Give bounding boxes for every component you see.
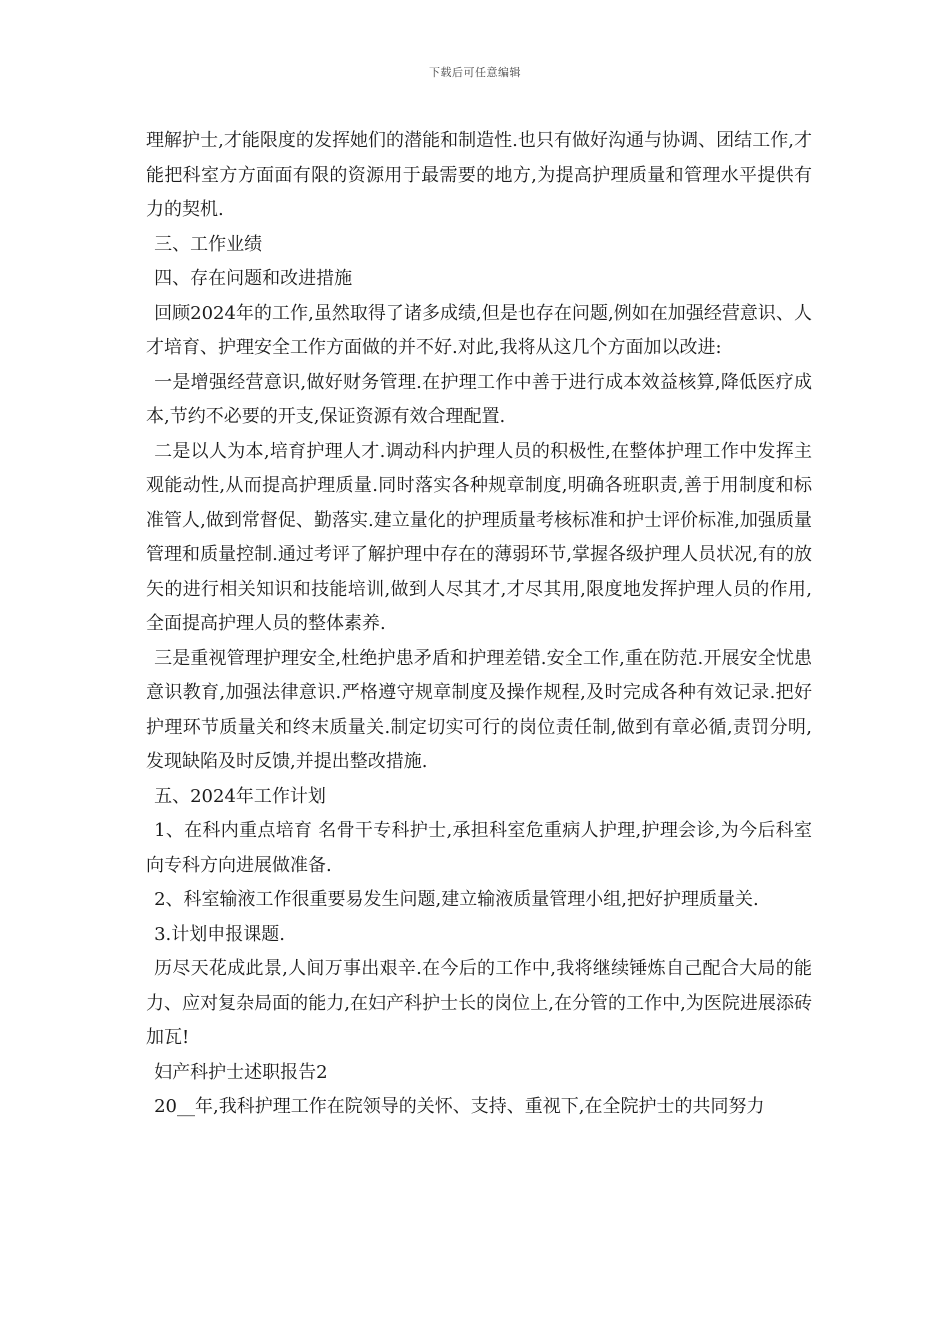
list-item: 2、科室输液工作很重要易发生问题,建立输液质量管理小组,把好护理质量关.	[154, 889, 759, 910]
paragraph: 二是以人为本,培育护理人才.调动科内护理人员的积极性,在整体护理工作中发挥主观能动性,从而提高护理质量.同时落实各种规章制度,明确各班职责,善于用制度和标准管人,做到常督促、勤落实.建立量化的护理质量考核标准和护士评价标准,加强质量管理和质量控制.通过考评了解护理中存在的薄弱环节,掌握各级护理人员状况,有的放矢的进行相关知识和技能培训,做到人尽其才,才尽其用,限度地发挥护理人员的作用,全面提高护理人员的整体素养.	[146, 440, 812, 634]
section-heading: 五、2024年工作计划	[154, 785, 326, 807]
list-item: 1、在科内重点培育 名骨干专科护士,承担科室危重病人护理,护理会诊,为今后科室向专科方向进展做准备.	[146, 820, 812, 876]
paragraph: 20__年,我科护理工作在院领导的关怀、支持、重视下,在全院护士的共同努力	[154, 1096, 765, 1117]
section-heading: 三、工作业绩	[154, 233, 263, 255]
paragraph: 历尽天花成此景,人间万事出艰辛.在今后的工作中,我将继续锤炼自己配合大局的能力、应对复杂局面的能力,在妇产科护士长的岗位上,在分管的工作中,为医院进展添砖加瓦!	[146, 958, 812, 1048]
page-header: 下载后可任意编辑	[429, 66, 521, 79]
list-item: 3.计划申报课题.	[154, 923, 285, 945]
paragraph: 理解护士,才能限度的发挥她们的潜能和制造性.也只有做好沟通与协调、团结工作,才能把科室方方面面有限的资源用于最需要的地方,为提高护理质量和管理水平提供有力的契机.	[146, 130, 812, 220]
section-heading: 四、存在问题和改进措施	[154, 268, 353, 289]
document-body	[146, 124, 812, 1125]
paragraph: 三是重视管理护理安全,杜绝护患矛盾和护理差错.安全工作,重在防范.开展安全忧患意识教育,加强法律意识.严格遵守规章制度及操作规程,及时完成各种有效记录.把好护理环节质量关和终末质量关.制定切实可行的岗位责任制,做到有章必循,责罚分明,发现缺陷及时反馈,并提出整改措施.	[146, 647, 812, 772]
paragraph: 回顾2024年的工作,虽然取得了诸多成绩,但是也存在问题,例如在加强经营意识、人才培育、护理安全工作方面做的并不好.对此,我将从这几个方面加以改进:	[146, 302, 812, 358]
report-title: 妇产科护士述职报告2	[154, 1061, 328, 1083]
paragraph: 一是增强经营意识,做好财务管理.在护理工作中善于进行成本效益核算,降低医疗成本,节约不必要的开支,保证资源有效合理配置.	[146, 371, 812, 427]
